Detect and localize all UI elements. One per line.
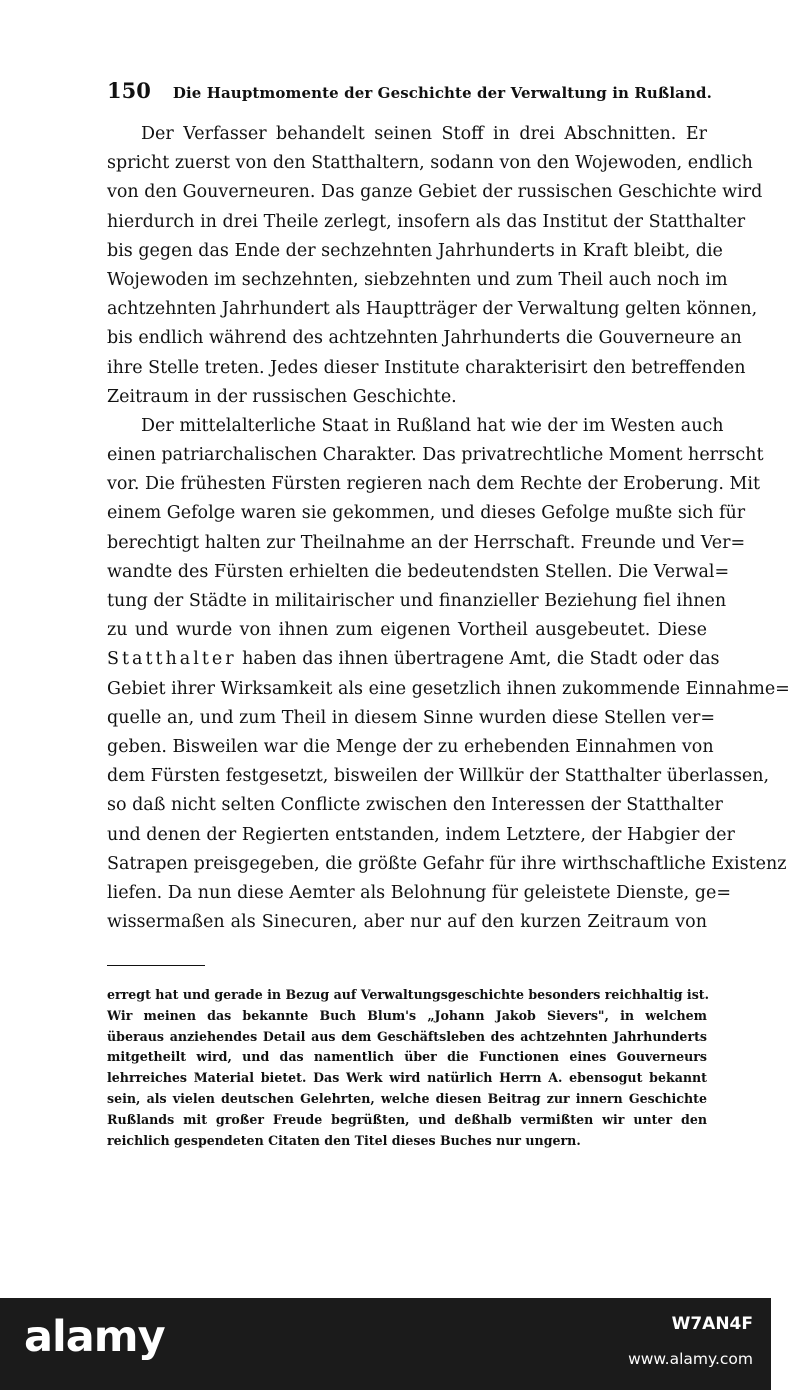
text-line: Satrapen preisgegeben, die größte Gefahr für ihre wirthschaftliche Existenz bbox=[107, 853, 787, 874]
text-line: einen patriarchalischen Charakter. Das privatrechtliche Moment herrscht bbox=[107, 445, 764, 466]
spaced-word: Statthalter bbox=[107, 649, 237, 670]
page-number: 150 bbox=[107, 78, 151, 103]
footnote-line: erregt hat und gerade in Bezug auf Verwaltungsgeschichte besonders reichhaltig ist. bbox=[107, 987, 709, 1002]
text-line: bis gegen das Ende der sechzehnten Jahrhunderts in Kraft bleibt, die bbox=[107, 240, 723, 261]
text-line: berechtigt halten zur Theilnahme an der Herrschaft. Freunde und Ver= bbox=[107, 532, 746, 553]
text-line: hierdurch in drei Theile zerlegt, insofern als das Institut der Statthalter bbox=[107, 211, 746, 232]
text-line: geben. Bisweilen war die Menge der zu erhebenden Einnahmen von bbox=[107, 736, 714, 757]
footnote-line: lehrreiches Material bietet. Das Werk wird natürlich Herrn A. ebensogut bekannt bbox=[107, 1070, 707, 1086]
text-line: spricht zuerst von den Statthaltern, sodann von den Wojewoden, endlich bbox=[107, 153, 753, 174]
text-line: von den Gouverneuren. Das ganze Gebiet der russischen Geschichte wird bbox=[107, 182, 763, 203]
text-line bbox=[107, 645, 720, 674]
text-line: Wojewoden im sechzehnten, siebzehnten und zum Theil auch noch im bbox=[107, 269, 728, 290]
text-line: tung der Städte in militairischer und finanzieller Beziehung fiel ihnen bbox=[107, 591, 727, 611]
text-line: bis endlich während des achtzehnten Jahrhunderts die Gouverneure an bbox=[107, 328, 742, 349]
text-line-rest: haben das ihnen übertragene Amt, die Stadt oder das bbox=[242, 649, 720, 670]
text-line: Gebiet ihrer Wirksamkeit als eine gesetzlich ihnen zukommende Einnahme= bbox=[107, 678, 790, 699]
text-line: achtzehnten Jahrhundert als Hauptträger der Verwaltung gelten können, bbox=[107, 299, 758, 320]
text-line: Der mittelalterliche Staat in Rußland hat wie der im Westen auch bbox=[141, 415, 724, 436]
text-line: liefen. Da nun diese Aemter als Belohnung für geleistete Dienste, ge= bbox=[107, 882, 731, 903]
body-text bbox=[107, 120, 790, 955]
footnote-line: Wir meinen das bekannte Buch Blum's „Johann Jakob Sievers", in welchem bbox=[107, 1007, 707, 1023]
text-line: wissermaßen als Sinecuren, aber nur auf den kurzen Zeitraum von bbox=[107, 912, 707, 933]
running-head bbox=[107, 78, 712, 108]
watermark-bar bbox=[0, 1298, 771, 1390]
watermark-logo: alamy bbox=[24, 1312, 165, 1362]
text-line: ihre Stelle treten. Jedes dieser Institute charakterisirt den betreffenden bbox=[107, 357, 746, 378]
footnote-line: Rußlands mit großer Freude begrüßten, und deßhalb vermißten wir unter den bbox=[107, 1111, 707, 1127]
text-line: Der Verfasser behandelt seinen Stoff in drei Abschnitten. Er bbox=[141, 124, 707, 144]
text-line: und denen der Regierten entstanden, indem Letztere, der Habgier der bbox=[107, 824, 735, 845]
text-line: wandte des Fürsten erhielten die bedeutendsten Stellen. Die Verwal= bbox=[107, 561, 730, 582]
text-line: dem Fürsten festgesetzt, bisweilen der Willkür der Statthalter überlassen, bbox=[107, 766, 770, 787]
watermark-url: www.alamy.com bbox=[628, 1350, 753, 1368]
running-title: Die Hauptmomente der Geschichte der Verwaltung in Rußland. bbox=[172, 84, 712, 102]
text-line: so daß nicht selten Conflicte zwischen den Interessen der Statthalter bbox=[107, 795, 723, 816]
text-line: Zeitraum in der russischen Geschichte. bbox=[107, 386, 457, 407]
footnote-line: reichlich gespendeten Citaten den Titel dieses Buches nur ungern. bbox=[107, 1132, 581, 1148]
footnote-line: mitgetheilt wird, und das namentlich über die Functionen eines Gouverneurs bbox=[107, 1049, 707, 1065]
footnote-line: überaus anziehendes Detail aus dem Geschäftsleben des achtzehnten Jahrhunderts bbox=[107, 1028, 707, 1044]
text-line: zu und wurde von ihnen zum eigenen Vortheil ausgebeutet. Diese bbox=[107, 620, 707, 641]
text-line: quelle an, und zum Theil in diesem Sinne wurden diese Stellen ver= bbox=[107, 707, 716, 728]
footnote-rule bbox=[107, 965, 205, 966]
watermark-image-id: W7AN4F bbox=[671, 1314, 753, 1334]
footnote-line: sein, als vielen deutschen Gelehrten, welche diesen Beitrag zur innern Geschichte bbox=[107, 1090, 707, 1106]
text-line: vor. Die frühesten Fürsten regieren nach dem Rechte der Eroberung. Mit bbox=[107, 474, 761, 495]
text-line: einem Gefolge waren sie gekommen, und dieses Gefolge mußte sich für bbox=[107, 503, 746, 524]
footnote bbox=[107, 985, 707, 1151]
